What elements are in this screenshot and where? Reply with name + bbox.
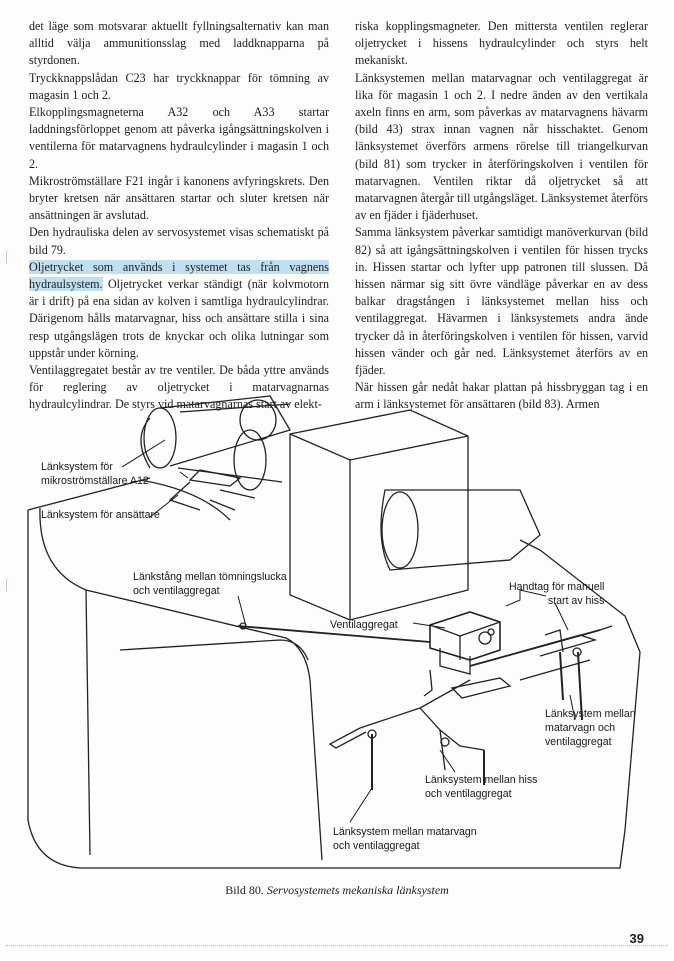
caption-title: Servosystemets mekaniska länksystem bbox=[266, 883, 449, 897]
label-handtag: Handtag för manuell start av hiss bbox=[509, 581, 605, 607]
paragraph bbox=[29, 259, 329, 362]
paragraph: Den hydrauliska delen av servosystemet visas schematiskt på bild 79. bbox=[29, 225, 329, 257]
paragraph: Tryckknappslådan C23 har tryckknappar för tömning av magasin 1 och 2. bbox=[29, 70, 329, 102]
label-ansattare: Länksystem för ansättare bbox=[41, 509, 160, 521]
paragraph: När hissen går nedåt hakar plattan på hissbryggan tag i en arm i länksystemet för ansättaren (bild 83). Armen bbox=[355, 380, 648, 412]
paragraph: riska kopplingsmagneter. Den mittersta ventilen reglerar oljetrycket i hissens hydraulcylinder och styrs helt mekaniskt. bbox=[355, 19, 648, 68]
paragraph-rest: Oljetrycket verkar ständigt (när kolvmotorn är i drift) på ena sidan av kolven i samtliga hydraulcylindrar. Därigenom hålls matarvagnar, hiss och ansättare stilla i sina resp utgångslägen trots de knyckar och olika lutningar som uppstår under körning. bbox=[29, 277, 329, 360]
paragraph: Ventilaggregatet består av tre ventiler. De båda yttre används för reglering av oljetrycket i matarvagnarnas hydraulcylindrar. De styrs vid matarvagnarnas start av elekt- bbox=[29, 363, 329, 412]
paragraph: det läge som motsvarar aktuellt fyllningsalternativ kan man alltid välja ammunitionsslag med laddknapparna på styrdonen. bbox=[29, 19, 329, 68]
paragraph: Elkopplingsmagneterna A32 och A33 startar laddningsförloppet genom att påverka igångsättningskolven i ventilerna för matarvagnens hydraulcylinder i magasin 1 och 2. bbox=[29, 105, 329, 171]
paragraph: Länksystemen mellan matarvagnar och ventilaggregat är lika för magasin 1 och 2. I nedre änden av den vertikala axeln finns en arm, som påverkas av matarvagnens hävarm (bild 43) strax innan vagnen når hisschaktet. Genom länksystemet överförs armens rörelse till triangelkurvan (bild 81) som trycker in återföringskolven i ventilen för matarvagnen. Ventilen riktar då oljetrycket så att matarvagnen återgår till utgångsläget. Länksystemet återförs av en fjäder i fjäderhuset. bbox=[355, 70, 648, 223]
label-mikro: Länksystem för mikroströmställare A12 bbox=[41, 461, 149, 487]
caption-prefix: Bild 80. bbox=[225, 883, 267, 897]
left-text-column bbox=[29, 18, 329, 414]
label-matarvagn-ventil-2: Länksystem mellan matarvagn och ventilaggregat bbox=[333, 826, 477, 852]
paragraph: Samma länksystem påverkar samtidigt manöverkurvan (bild 82) så att igångsättningskolven i ventilen för hissen trycks in. Hissen startar och lyfter upp patronen till slussen. Då hissen närmar sig sitt övre vändläge påverkar en av dess balkar dragstången i länksystemet mellan hiss och ventilaggregat. Hävarmen i länksystemets andra ände trycker då in återföringskolven i ventilen för hissen, varvid hissen vänder och går ned. Länksystemet återförs av en fjäder. bbox=[355, 225, 648, 378]
page-footer-rule bbox=[6, 945, 668, 946]
paragraph: Mikroströmställare F21 ingår i kanonens avfyringskrets. Den bryter kretsen när ansättaren startar och sluter kretsen när ansättningen är avslutad. bbox=[29, 173, 329, 223]
linkage-illustration bbox=[0, 390, 674, 880]
right-text-column bbox=[355, 18, 648, 414]
figure-caption bbox=[0, 883, 674, 898]
label-ventilaggregat: Ventilaggregat bbox=[330, 619, 398, 631]
highlighted-text[interactable]: Oljetrycket som används i systemet tas från vagnens hydraulsystem. bbox=[29, 259, 329, 292]
label-tomning: Länkstång mellan tömningslucka och ventilaggregat bbox=[133, 571, 287, 597]
label-hiss-ventil: Länksystem mellan hiss och ventilaggregat bbox=[425, 774, 538, 800]
margin-mark bbox=[6, 250, 11, 264]
label-matarvagn-ventil: Länksystem mellan matarvagn och ventilaggregat bbox=[545, 708, 636, 748]
page-number: 39 bbox=[629, 931, 644, 946]
